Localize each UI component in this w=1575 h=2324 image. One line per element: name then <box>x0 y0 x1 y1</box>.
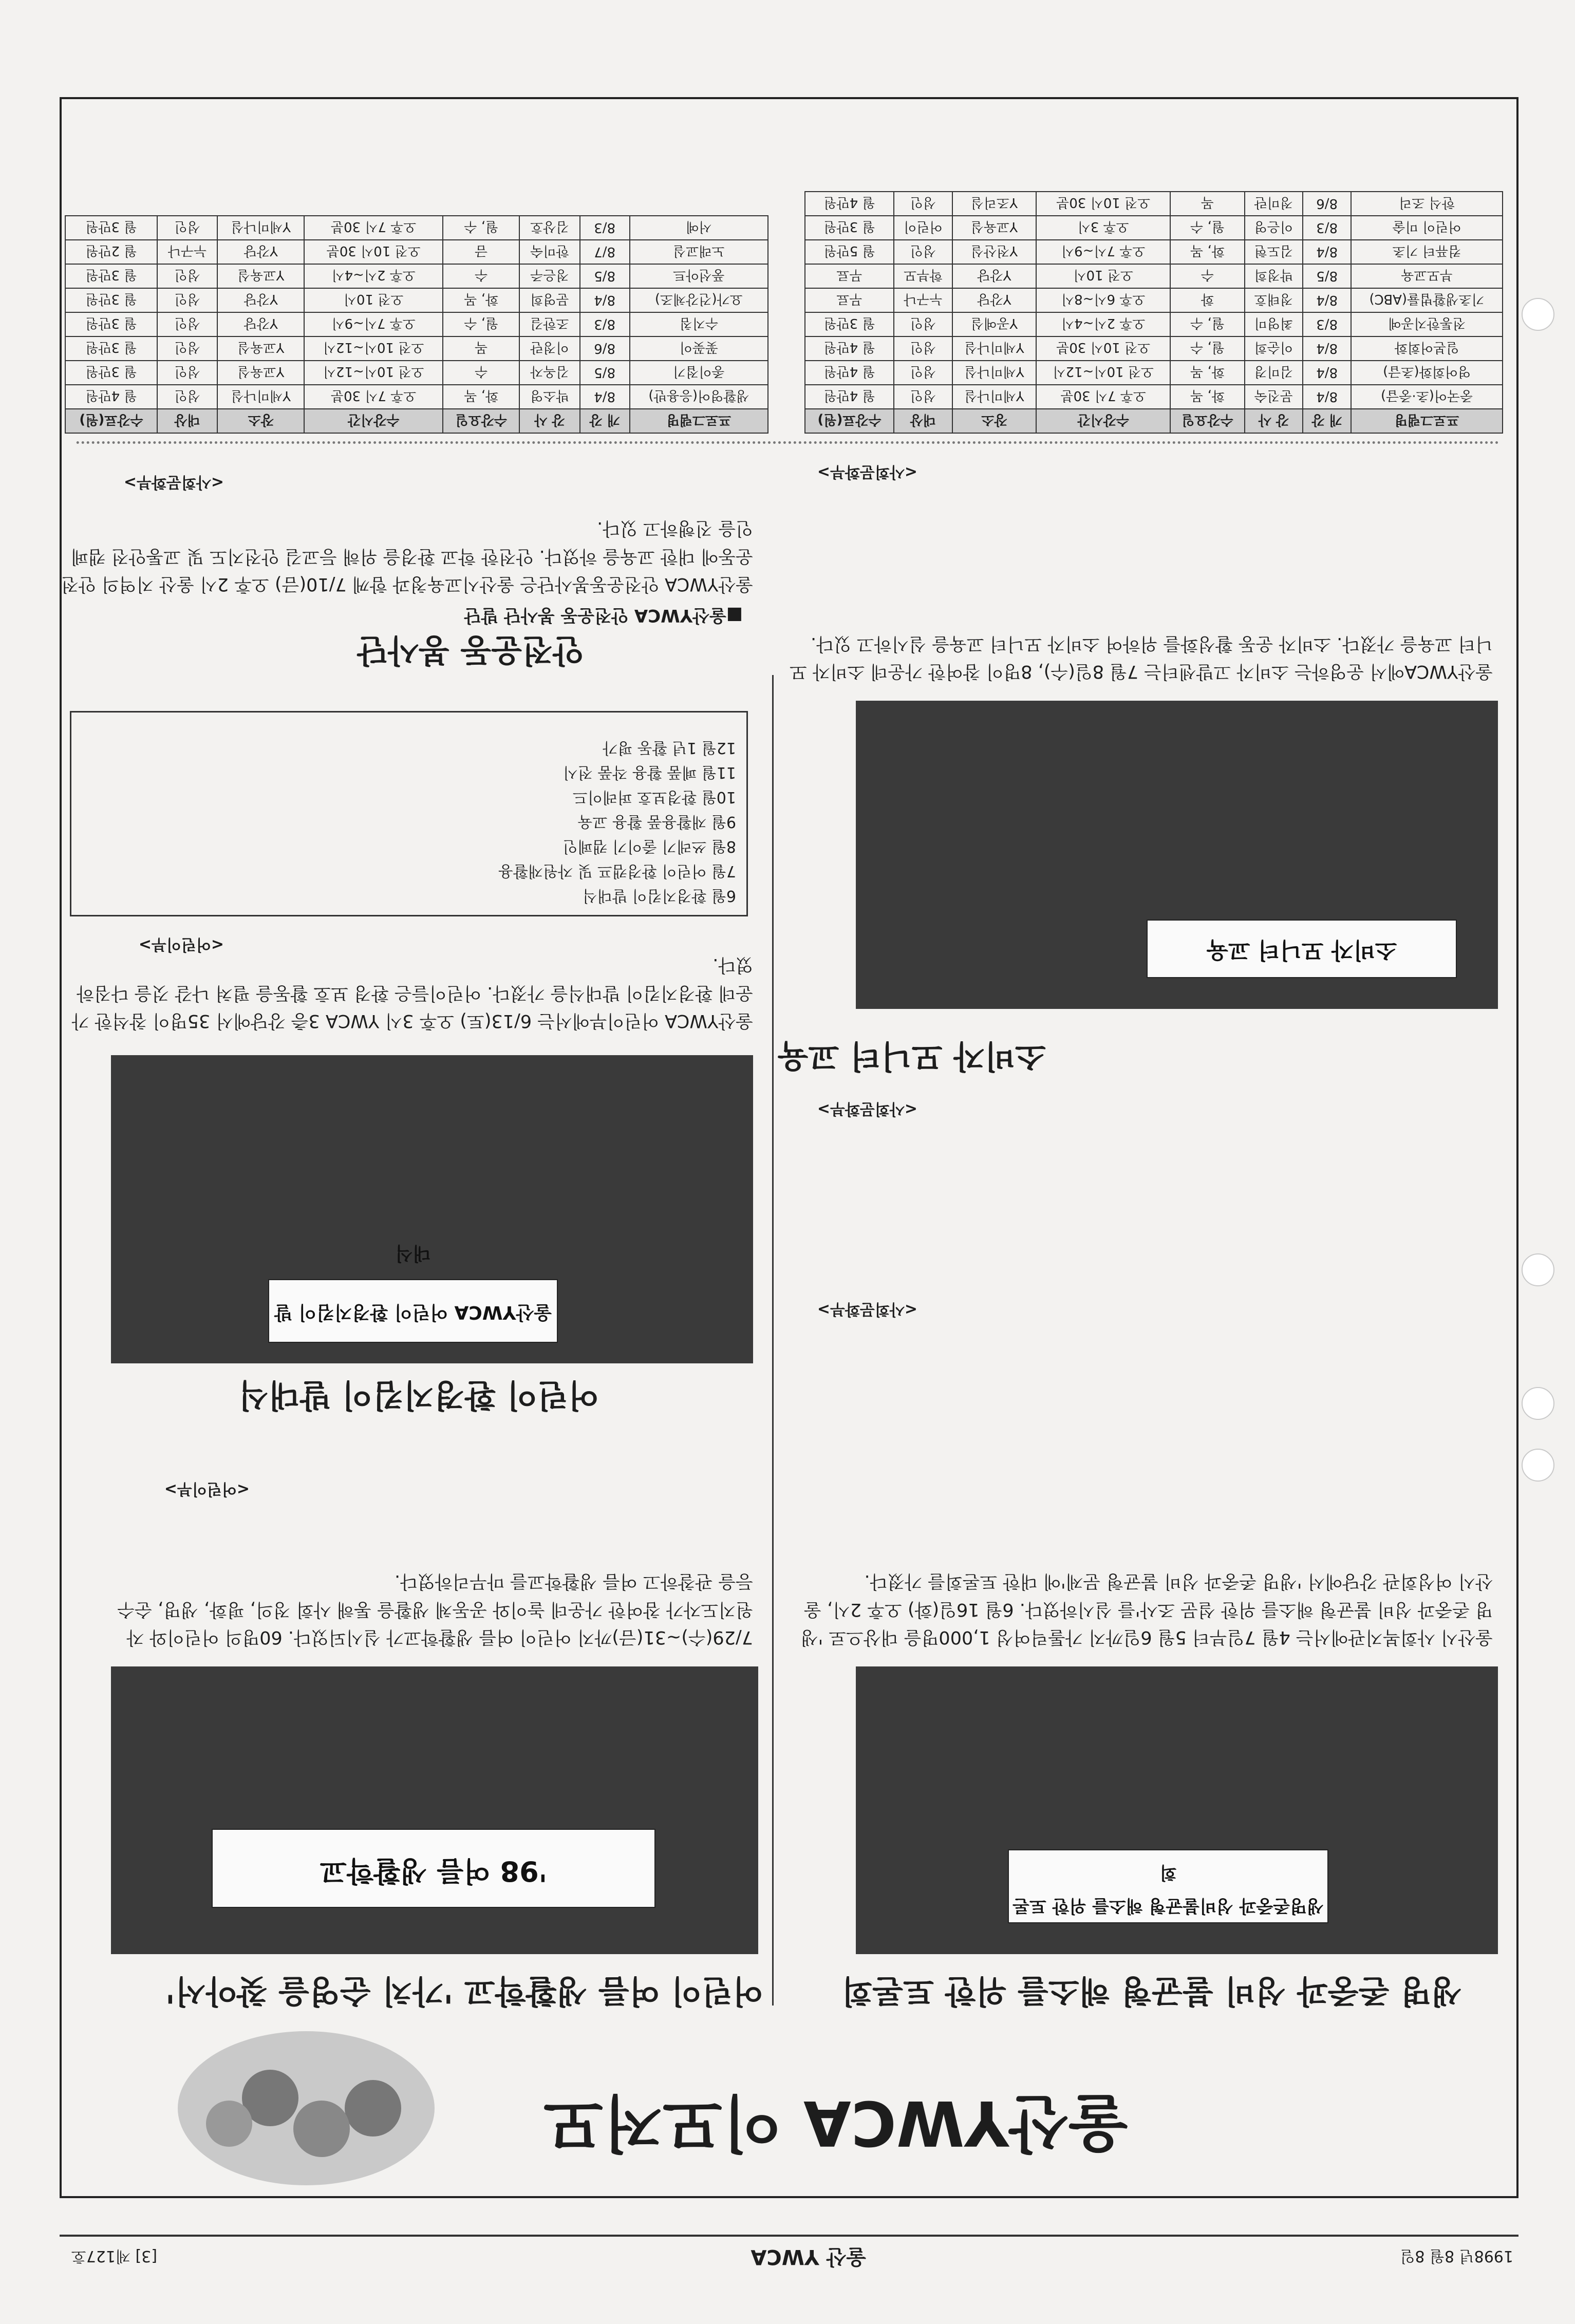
table-header-cell: 강 사 <box>1245 409 1303 433</box>
table-cell: Y세미나실 <box>952 361 1036 385</box>
table-cell: 월 4만원 <box>805 385 894 409</box>
forum-banner: 생명존중과 성비불균형 해소를 위한 토론회 <box>1008 1849 1328 1923</box>
table-cell: 화, 목 <box>1170 385 1244 409</box>
table-header-cell: 수강요일 <box>1170 409 1244 433</box>
program-table-left <box>804 191 1503 434</box>
table-cell: 월 3만원 <box>65 216 157 240</box>
table-cell: 월, 수 <box>1170 216 1244 240</box>
table-cell: 이정란 <box>519 336 579 361</box>
table-cell: 수 <box>443 264 519 288</box>
table-cell: 오후 7시 30분 <box>304 385 443 409</box>
table-cell: 화, 목 <box>443 288 519 312</box>
table-header-row <box>65 409 768 433</box>
table-cell: 8/5 <box>580 361 630 385</box>
table-header-cell: 장소 <box>217 409 304 433</box>
header-rule <box>60 2235 1518 2237</box>
forum-credit: <사회문화부> <box>817 1300 917 1318</box>
table-cell: 학부모 <box>894 264 952 288</box>
table-cell: 컴퓨터 기초 <box>1351 240 1503 264</box>
table-cell: 최영미 <box>1245 312 1303 336</box>
table-cell: 월 4만원 <box>805 336 894 361</box>
table-cell: 오후 7시~9시 <box>304 312 443 336</box>
table-cell: Y강당 <box>217 240 304 264</box>
page-label: [3] 제127호 <box>71 2247 157 2265</box>
flower-decoration <box>178 2031 435 2185</box>
safety-subheading: ■울산YWCA 안전운동 봉사단 발단 <box>464 605 743 626</box>
table-cell: 정미란 <box>1245 192 1303 216</box>
table-cell: 중국어(초·중급) <box>1351 385 1503 409</box>
table-row <box>65 264 768 288</box>
table-cell: 이순희 <box>1245 336 1303 361</box>
table-cell: 성인 <box>157 312 217 336</box>
table-cell: 풍선아트 <box>630 264 768 288</box>
table-cell: Y교육실 <box>217 361 304 385</box>
table-cell: 8/4 <box>1303 361 1351 385</box>
table-row <box>805 312 1503 336</box>
table-cell: 누구나 <box>894 288 952 312</box>
table-cell: 성인 <box>157 361 217 385</box>
schedule-item: 10월 환경보호 퍼레이드 <box>572 788 736 806</box>
counselor-credit: <사회문화부> <box>817 1100 917 1118</box>
table-cell: 월, 수 <box>443 216 519 240</box>
table-cell: 오전 10시~12시 <box>1036 361 1170 385</box>
table-cell: 오후 6시~8시 <box>1036 288 1170 312</box>
table-cell: 정태호 <box>1245 288 1303 312</box>
table-header-cell: 개 강 <box>1303 409 1351 433</box>
library-schedule <box>70 711 748 916</box>
table-header-cell: 대상 <box>894 409 952 433</box>
table-row <box>805 385 1503 409</box>
table-header-cell: 대상 <box>157 409 217 433</box>
table-row <box>805 361 1503 385</box>
table-cell: 금 <box>443 240 519 264</box>
table-cell: 김도현 <box>1245 240 1303 264</box>
table-cell: 8/6 <box>1303 192 1351 216</box>
table-cell: 월 4만원 <box>65 385 157 409</box>
table-cell: 문영희 <box>519 288 579 312</box>
table-cell: 오전 10시 <box>304 288 443 312</box>
table-header-cell: 수강시간 <box>304 409 443 433</box>
camp-banner: '98 여름 생활학교 <box>212 1829 655 1908</box>
table-cell: 화, 목 <box>1170 240 1244 264</box>
table-cell: Y전산실 <box>952 240 1036 264</box>
table-header-cell: 개 강 <box>580 409 630 433</box>
camp-title: 어린이 여름 생활학교 '가치 순영을 찾아서' <box>165 1973 763 2010</box>
table-cell: 문진숙 <box>1245 385 1303 409</box>
table-cell: 생활영어(응용반) <box>630 385 768 409</box>
table-cell: 8/4 <box>580 288 630 312</box>
table-header-cell: 수강료(원) <box>65 409 157 433</box>
table-cell: 월 4만원 <box>805 192 894 216</box>
table-cell: 수 <box>443 361 519 385</box>
table-cell: 누구나 <box>157 240 217 264</box>
table-cell: 성인 <box>894 336 952 361</box>
table-cell: 정은주 <box>519 264 579 288</box>
counselor-title: 소비자 모니터 교육 <box>777 1038 1046 1075</box>
table-row <box>805 192 1503 216</box>
table-cell: Y교육실 <box>952 216 1036 240</box>
table-cell: 기초생활법률(ABC) <box>1351 288 1503 312</box>
binder-hole <box>1522 1449 1554 1482</box>
table-cell: 성인 <box>894 192 952 216</box>
schedule-item: 11월 폐품 활용 작품 전시 <box>563 763 736 781</box>
camp-photo <box>111 1666 758 1954</box>
table-cell: 8/3 <box>580 312 630 336</box>
table-cell: Y세미나실 <box>952 385 1036 409</box>
table-cell: 성인 <box>157 288 217 312</box>
table-cell: Y세미나실 <box>217 385 304 409</box>
table-cell: Y강당 <box>217 288 304 312</box>
table-cell: 오전 10시~12시 <box>304 336 443 361</box>
table-row <box>65 288 768 312</box>
table-cell: 8/4 <box>1303 336 1351 361</box>
table-row <box>65 216 768 240</box>
table-cell: 박정희 <box>1245 264 1303 288</box>
table-cell: 일본어회화 <box>1351 336 1503 361</box>
table-cell: 성인 <box>894 361 952 385</box>
table-row <box>805 264 1503 288</box>
camp-body: 7/29(수)~31(금)까지 어린이 여름 생활학교가 실시되었다. 60명의 어린이와 자원지도자가 참여한 가운데 놀이와 공동체 생활을 통해 사회 정의, 평화, 생명, 순수 등을 관찰하고 여름 생활학교를 마무리하였다. <box>117 1571 753 1647</box>
table-cell: 종이접기 <box>630 361 768 385</box>
table-cell: 화, 목 <box>1170 361 1244 385</box>
table-header-cell: 장소 <box>952 409 1036 433</box>
library-photo <box>111 1055 753 1363</box>
table-cell: 성인 <box>894 312 952 336</box>
table-cell: 월 4만원 <box>805 361 894 385</box>
library-credit: <어린이부> <box>138 935 224 953</box>
issue-date: 1998년 8월 8일 <box>1400 2247 1513 2265</box>
schedule-item: 6월 환경지킴이 발대식 <box>583 887 736 905</box>
table-cell: 성인 <box>894 385 952 409</box>
table-cell: 오후 2시~4시 <box>1036 312 1170 336</box>
table-cell: 월, 수 <box>1170 312 1244 336</box>
table-cell: Y강당 <box>217 312 304 336</box>
table-cell: 조한길 <box>519 312 579 336</box>
table-cell: 8/3 <box>1303 216 1351 240</box>
column-divider <box>772 675 774 2006</box>
table-cell: 무료 <box>805 288 894 312</box>
camp-credit: <어린이부> <box>164 1480 250 1498</box>
masthead-title: 울산YWCA 이모저모 <box>543 2087 1128 2158</box>
table-cell: 성인 <box>157 216 217 240</box>
table-cell: 오후 7시 30분 <box>304 216 443 240</box>
table-cell: 8/3 <box>580 216 630 240</box>
table-cell: 어린이 <box>894 216 952 240</box>
safety-title: 안전운동 봉사단 <box>357 632 584 669</box>
table-cell: 무료 <box>805 264 894 288</box>
sunflower-icon <box>178 2031 435 2185</box>
table-row <box>805 336 1503 361</box>
table-header-cell: 수강시간 <box>1036 409 1170 433</box>
binder-hole <box>1522 298 1554 331</box>
table-row <box>65 361 768 385</box>
binder-hole <box>1522 1387 1554 1420</box>
table-cell: 요가(건강체조) <box>630 288 768 312</box>
table-cell: 성인 <box>157 385 217 409</box>
table-cell: 월 3만원 <box>805 312 894 336</box>
table-header-row <box>805 409 1503 433</box>
table-cell: 오전 10시~12시 <box>304 361 443 385</box>
table-row <box>65 240 768 264</box>
table-header-cell: 프로그램명 <box>630 409 768 433</box>
table-header-cell: 프로그램명 <box>1351 409 1503 433</box>
table-cell: 8/5 <box>1303 264 1351 288</box>
table-cell: 김미경 <box>1245 361 1303 385</box>
table-cell: 김상호 <box>519 216 579 240</box>
table-cell: 8/4 <box>1303 288 1351 312</box>
table-cell: 월 3만원 <box>65 312 157 336</box>
table-cell: 월 5만원 <box>805 240 894 264</box>
table-cell: 성인 <box>157 264 217 288</box>
table-cell: 8/4 <box>1303 240 1351 264</box>
table-cell: Y세미나실 <box>952 336 1036 361</box>
counselor-photo <box>856 701 1498 1009</box>
table-cell: 이은영 <box>1245 216 1303 240</box>
table-row <box>805 216 1503 240</box>
table-cell: 8/4 <box>1303 385 1351 409</box>
schedule-item: 7월 어린이 환경캠프 및 자원재활용 <box>498 862 736 880</box>
table-header-cell: 강 사 <box>519 409 579 433</box>
table-cell: 성인 <box>894 240 952 264</box>
table-cell: 오전 10시 <box>1036 264 1170 288</box>
table-cell: 수지침 <box>630 312 768 336</box>
counselor-credit-2: <사회문화부> <box>817 463 917 481</box>
table-cell: 성인 <box>157 336 217 361</box>
table-cell: 화, 목 <box>443 385 519 409</box>
table-cell: 목 <box>443 336 519 361</box>
table-cell: 김옥자 <box>519 361 579 385</box>
dotted-separator <box>75 441 1498 444</box>
table-row <box>805 240 1503 264</box>
table-cell: 한미숙 <box>519 240 579 264</box>
table-cell: 오후 7시~9시 <box>1036 240 1170 264</box>
table-cell: Y강당 <box>952 264 1036 288</box>
table-cell: 전통한지공예 <box>1351 312 1503 336</box>
table-cell: 월, 수 <box>1170 336 1244 361</box>
table-cell: 오전 10시 30분 <box>1036 336 1170 361</box>
table-cell: Y교육실 <box>217 264 304 288</box>
table-cell: 월 3만원 <box>65 288 157 312</box>
table-cell: 박소영 <box>519 385 579 409</box>
forum-photo <box>856 1666 1498 1954</box>
schedule-item: 9월 재활용품 활용 교육 <box>577 813 736 831</box>
table-cell: 월 3만원 <box>805 216 894 240</box>
safety-credit: <사회문화부> <box>123 473 224 491</box>
table-cell: 월, 수 <box>443 312 519 336</box>
table-row <box>805 288 1503 312</box>
library-banner: 울산YWCA 어린이 환경지킴이 발대식 <box>268 1279 558 1343</box>
table-cell: 월 2만원 <box>65 240 157 264</box>
table-cell: 월 3만원 <box>65 264 157 288</box>
table-cell: 영어회화(초급) <box>1351 361 1503 385</box>
safety-body: 울산YWCA 안전운동봉사단은 울산시교육청과 함께 7/10(금) 오후 2시 울산 지역의 안전운동에 대한 교육을 하였다. 안전한 학교 환경을 위해 등교길 안전지도 및 교통안전 캠페인을 진행하고 있다. <box>61 518 753 594</box>
library-body: 울산YWCA 어린이부에서는 6/13(토) 오후 3시 YWCA 3층 강당에서 35명이 참석한 가운데 환경지킴이 발대식을 가졌다. 어린이들은 환경 보호 활동을 펼쳐 나갈 것을 다짐하였다. <box>71 954 753 1031</box>
table-cell: 오후 7시 30분 <box>1036 385 1170 409</box>
schedule-item: 8월 쓰레기 줄이기 캠페인 <box>563 837 736 855</box>
forum-body: 울산시 사회복지관에서는 4월 7일부터 5월 6일까지 가톨릭여성 1,000명을 대상으로 '생명 존중과 성비 불균형 해소를 위한 설문 조사'를 실시하였다. 6월 16일(화) 오후 2시, 울산시 여성회관 강당에서 '생명 존중과 성비 불균형 문제'에 대한 토론회를 가졌다. <box>800 1571 1493 1647</box>
forum-title: 생명 존중과 성비 불균형 해소를 위한 토론회 <box>841 1973 1462 2010</box>
table-cell: 8/3 <box>1303 312 1351 336</box>
counselor-body: 울산YWCA에서 운영하는 소비자 고발센터는 7월 8일(수), 8명이 참여한 가운데 소비자 모니터 교육을 가졌다. 소비자 운동 활성화를 위하여 소비자 모니터 교육을 실시하고 있다. <box>790 633 1493 682</box>
table-cell: 8/6 <box>580 336 630 361</box>
table-cell: 꽃꽂이 <box>630 336 768 361</box>
table-cell: 8/4 <box>580 385 630 409</box>
table-cell: 오전 10시 30분 <box>304 240 443 264</box>
table-header-cell: 수강료(원) <box>805 409 894 433</box>
table-cell: 오후 2시~4시 <box>304 264 443 288</box>
table-cell: Y교육실 <box>217 336 304 361</box>
table-cell: 수 <box>1170 264 1244 288</box>
table-row <box>65 312 768 336</box>
table-cell: Y세미나실 <box>217 216 304 240</box>
table-cell: 화 <box>1170 288 1244 312</box>
table-row <box>65 385 768 409</box>
table-header-cell: 수강요일 <box>443 409 519 433</box>
table-cell: 오전 10시 30분 <box>1036 192 1170 216</box>
table-cell: Y강당 <box>952 288 1036 312</box>
table-cell: 어린이 미술 <box>1351 216 1503 240</box>
newsletter-name: 울산 YWCA <box>751 2245 866 2269</box>
table-cell: Y조리실 <box>952 192 1036 216</box>
table-cell: 8/5 <box>580 264 630 288</box>
table-cell: 8/7 <box>580 240 630 264</box>
table-cell: 한식 조리 <box>1351 192 1503 216</box>
program-table-right <box>65 215 768 434</box>
counselor-banner: 소비자 모니터 교육 <box>1147 920 1457 978</box>
schedule-item: 12월 1년 활동 평가 <box>603 739 736 757</box>
table-cell: 노래교실 <box>630 240 768 264</box>
table-cell: 부모교육 <box>1351 264 1503 288</box>
table-cell: 월 3만원 <box>65 336 157 361</box>
binder-hole <box>1522 1253 1554 1286</box>
table-cell: Y공예실 <box>952 312 1036 336</box>
table-cell: 오후 3시 <box>1036 216 1170 240</box>
table-row <box>65 336 768 361</box>
table-cell: 월 3만원 <box>65 361 157 385</box>
table-cell: 서예 <box>630 216 768 240</box>
table-cell: 목 <box>1170 192 1244 216</box>
library-title: 어린이 환경지킴이 발대식 <box>238 1377 599 1414</box>
